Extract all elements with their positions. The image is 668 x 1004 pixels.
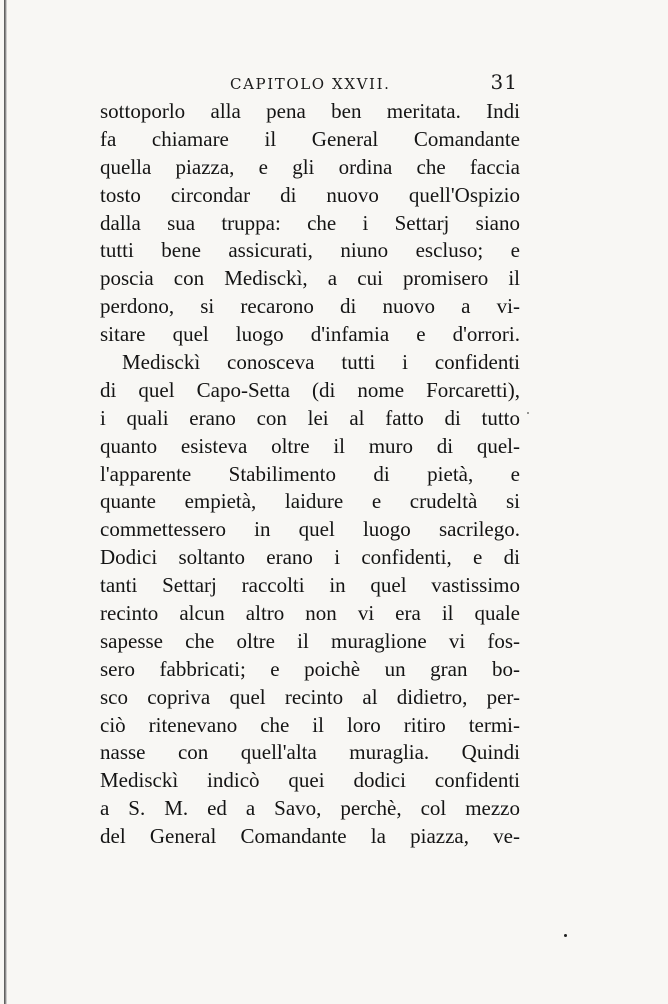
- text-line: sitare quel luogo d'infamia e d'orrori.: [100, 322, 520, 347]
- text-line: Medisckì indicò quei dodici confidenti: [100, 768, 520, 793]
- body-text: [100, 98, 520, 851]
- text-line: tutti bene assicurati, niuno escluso; e: [100, 238, 520, 263]
- text-line: di quel Capo-Setta (di nome Forcaretti),: [100, 377, 520, 402]
- chapter-heading: CAPITOLO XXVII.: [230, 75, 391, 93]
- text-line: recinto alcun altro non vi era il quale: [100, 601, 520, 626]
- text-line: del General Comandante la piazza, ve-: [100, 824, 520, 849]
- text-line: sapesse che oltre il muraglione vi fos-: [100, 628, 520, 653]
- page-binding-edge: [4, 0, 7, 1004]
- text-line: a S. M. ed a Savo, perchè, col mezzo: [100, 796, 520, 821]
- running-head: [100, 72, 518, 96]
- text-line: Medisckì conosceva tutti i confidenti: [122, 350, 520, 375]
- text-line: sottoporlo alla pena ben meritata. Indi: [100, 99, 520, 123]
- text-line: ciò ritenevano che il loro ritiro termi-: [100, 712, 520, 737]
- text-line: perdono, si recarono di nuovo a vi-: [100, 294, 520, 319]
- text-line: tanti Settarj raccolti in quel vastissimo: [100, 573, 520, 598]
- text-line: sco copriva quel recinto al didietro, per-: [100, 684, 520, 709]
- text-line: dalla sua truppa: che i Settarj siano: [100, 210, 520, 235]
- text-line: commettessero in quel luogo sacrilego.: [100, 517, 520, 542]
- text-line: quante empietà, laidure e crudeltà si: [100, 489, 520, 514]
- text-line: quanto esisteva oltre il muro di quel-: [100, 433, 520, 458]
- text-line: fa chiamare il General Comandante: [100, 126, 520, 151]
- text-line: Dodici soltanto erano i confidenti, e di: [100, 545, 520, 570]
- text-line: quella piazza, e gli ordina che faccia: [100, 154, 520, 179]
- text-line: nasse con quell'alta muraglia. Quindi: [100, 740, 520, 765]
- text-line: poscia con Medisckì, a cui promisero il: [100, 266, 520, 291]
- text-line: sero fabbricati; e poichè un gran bo-: [100, 656, 520, 681]
- ink-speck: [564, 934, 567, 937]
- text-line: l'apparente Stabilimento di pietà, e: [100, 461, 520, 486]
- page-number: 31: [490, 70, 518, 94]
- text-line: tosto circondar di nuovo quell'Ospizio: [100, 182, 520, 207]
- text-line: i quali erano con lei al fatto di tutto: [100, 405, 520, 430]
- ink-speck: [527, 412, 529, 414]
